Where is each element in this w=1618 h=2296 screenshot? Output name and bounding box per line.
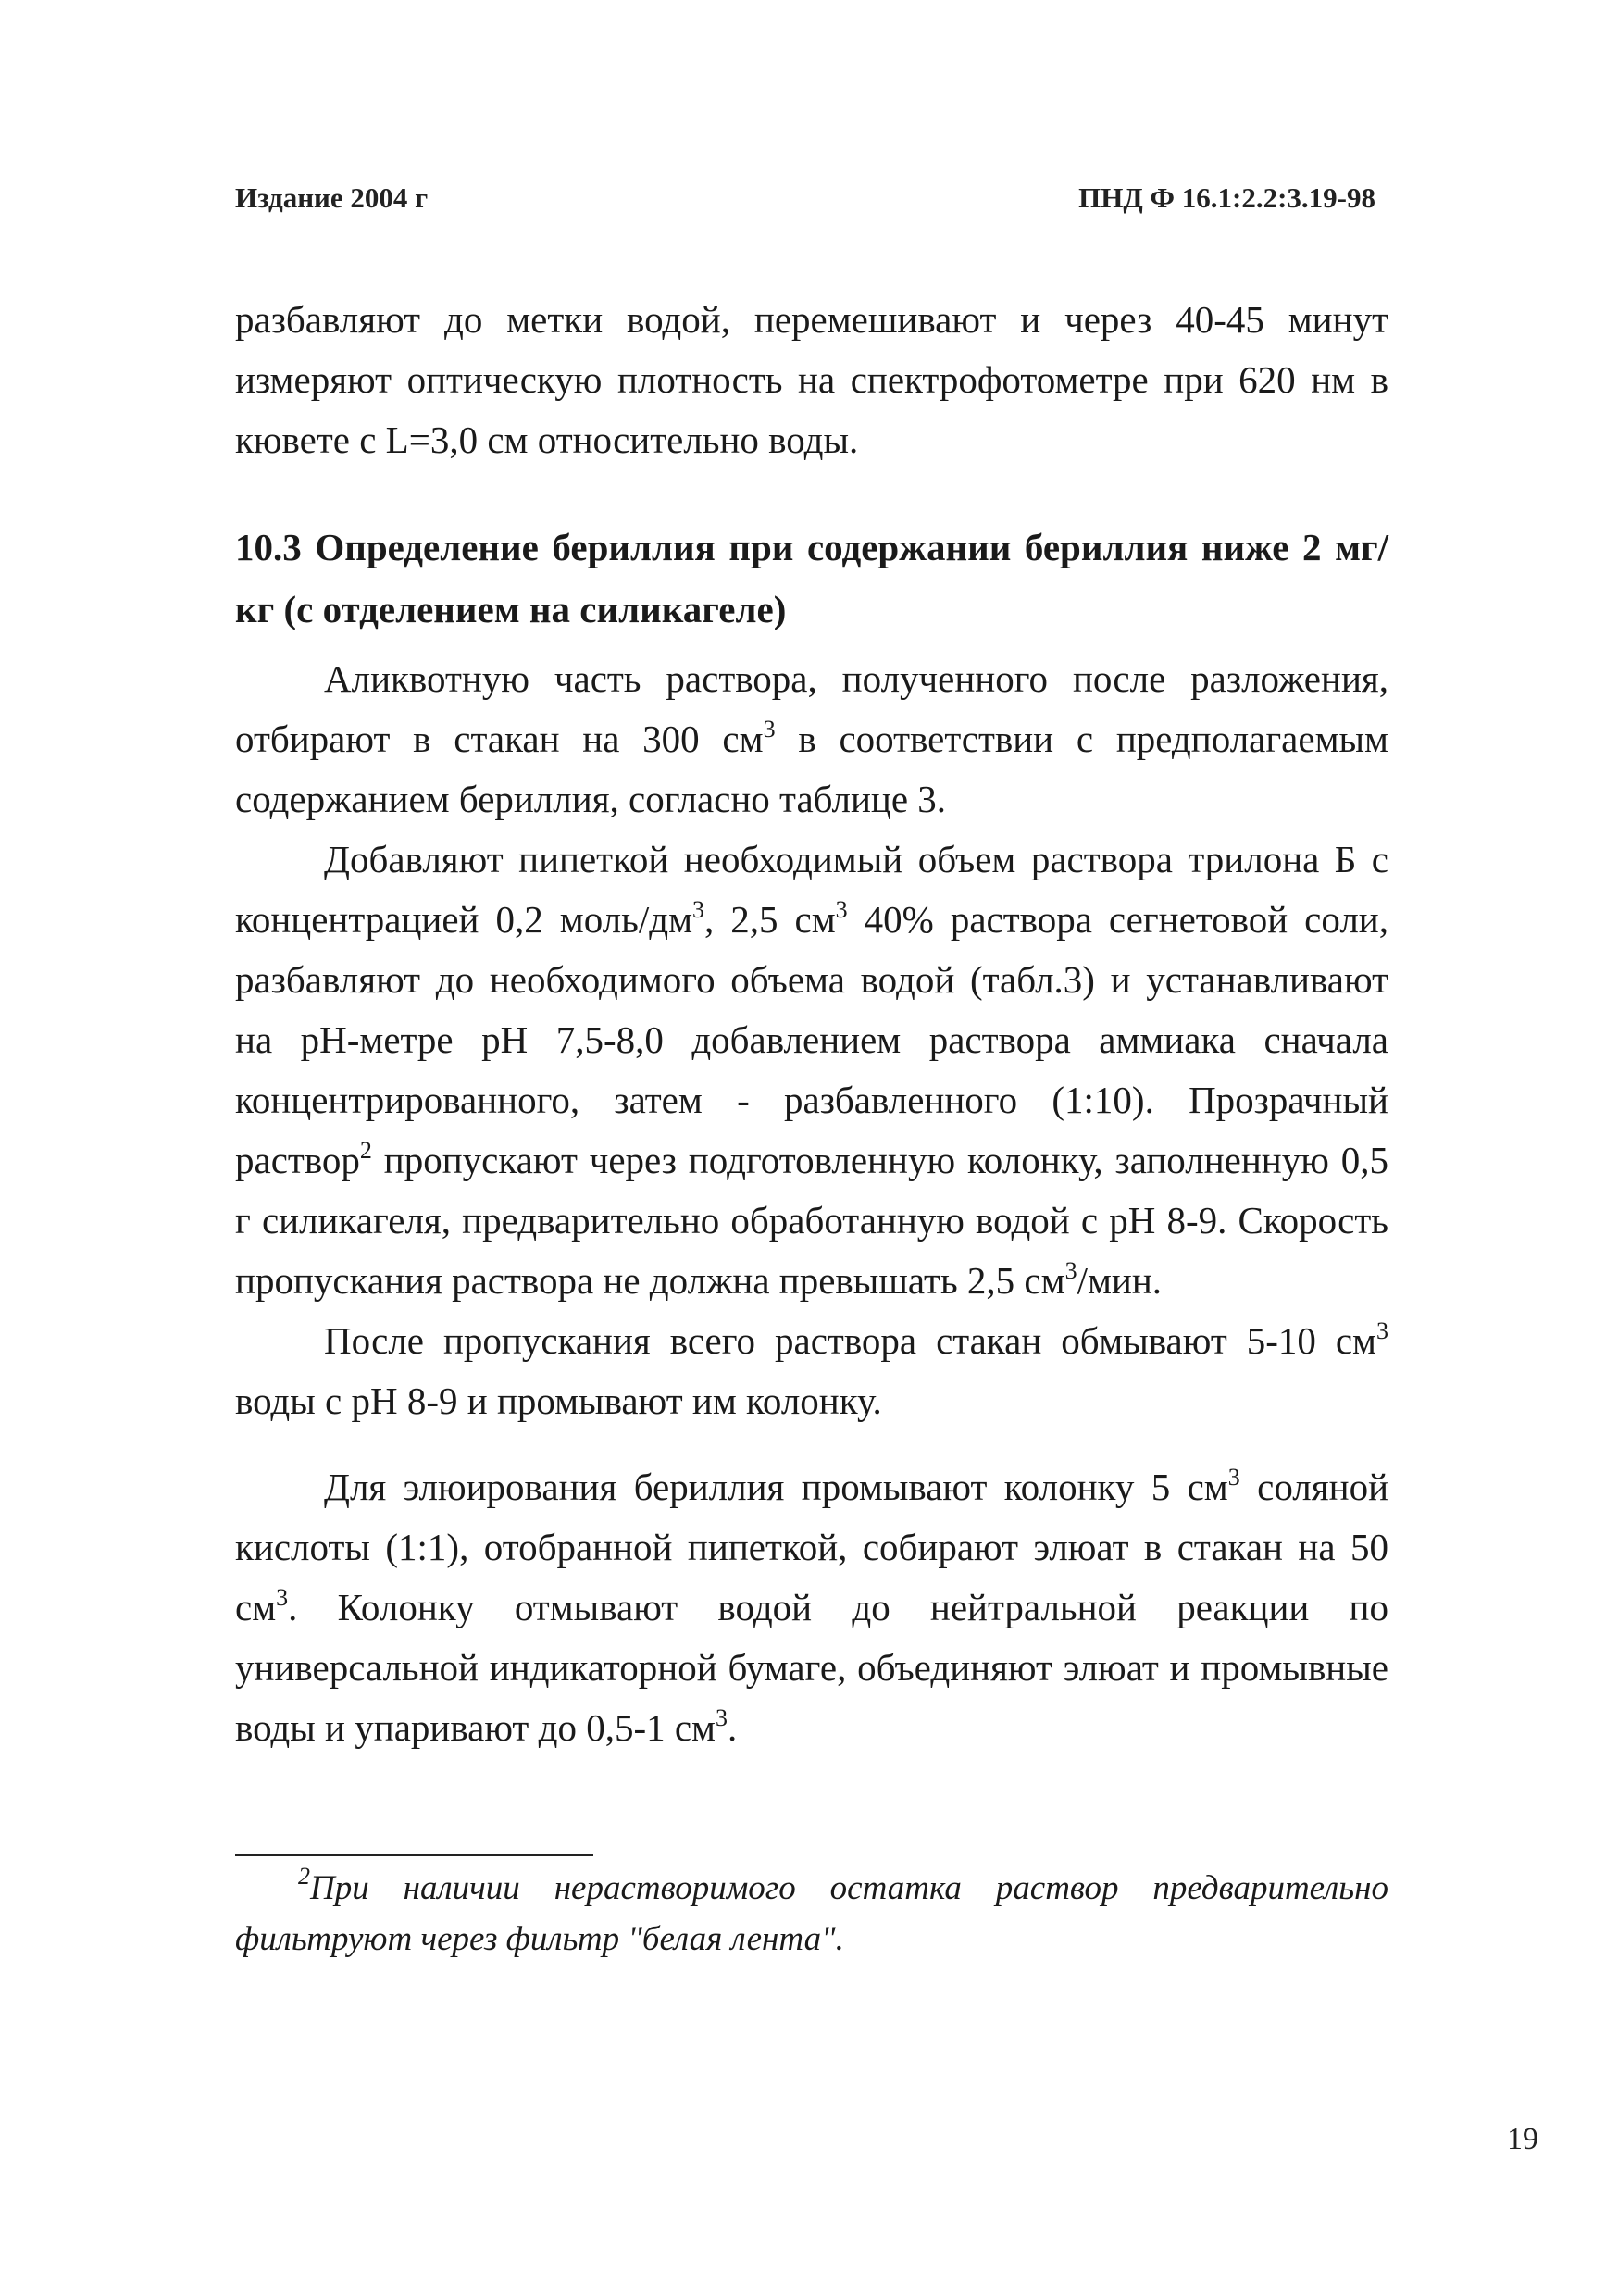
paragraph-rinse [235,1311,1388,1431]
p2-text-b: , 2,5 см [704,898,836,941]
p3-text-a: После пропускания всего раствора стакан обмывают 5-10 см [324,1319,1376,1362]
paragraph-elution [235,1457,1388,1758]
paragraph-trilon [235,830,1388,1311]
p2-sup-4: 3 [1064,1257,1077,1284]
continuation-text: разбавляют до метки водой, перемешивают и через 40-45 минут измеряют оптическую плотность на спектрофотометре при 620 нм в кювете с L=3,0 см относительно воды. [235,298,1388,461]
p4-text-a: Для элюирования бериллия промывают колонку 5 см [324,1466,1228,1508]
p3-sup-1: 3 [1376,1317,1388,1344]
p2-sup-1: 3 [692,896,705,923]
page-number: 19 [1507,2122,1538,2156]
main-body [235,649,1388,1758]
footnote-text: При наличии нерастворимого остатка раствор предварительно фильтруют через фильтр "белая лента". [235,1869,1388,1958]
p4-sup-3: 3 [716,1704,728,1731]
p4-text-b: соляной кислоты (1:1), отобранной пипеткой, собирают элюат в стакан на 50 см [235,1466,1389,1628]
p1-sup-1: 3 [763,716,776,742]
p2-footnote-ref: 2 [359,1137,372,1164]
footnote [235,1863,1388,1965]
p4-sup-2: 3 [276,1584,289,1611]
section-title: Определение бериллия при содержании бериллия ниже 2 мг/кг (с отделением на силикагеле) [235,526,1389,630]
p4-text-d: . [728,1706,738,1749]
p2-sup-2: 3 [835,896,848,923]
footnote-marker: 2 [298,1863,310,1890]
footnote-paragraph [235,1863,1388,1965]
p3-text-b: воды с pH 8-9 и промывают им колонку. [235,1379,882,1422]
continuation-paragraph [235,290,1388,470]
p2-text-d: пропускают через подготовленную колонку, заполненную 0,5 г силикагеля, предварительно обработанную водой с pH 8-9. Скорость пропускания раствора не должна превышать 2,5 см [235,1139,1388,1302]
p2-text-c: 40% раствора сегнетовой соли, разбавляют до необходимого объема водой (табл.3) и устанавливают на pH-метре pH 7,5-8,0 добавлением раствора аммиака сначала концентрированного, затем - разбавленного (1:10). Прозрачный раствор [235,898,1388,1181]
p1-text-a: Аликвотную часть раствора, полученного после разложения, отбирают в стакан на 300 см [235,657,1388,760]
header-edition: Издание 2004 г [235,181,429,214]
p1-text-b: в соответствии с предполагаемым содержанием бериллия, согласно таблице 3. [235,718,1389,820]
paragraph-aliquot [235,649,1388,830]
p2-text-e: /мин. [1077,1259,1163,1302]
p4-text-c: . Колонку отмывают водой до нейтральной реакции по универсальной индикаторной бумаге, объединяют элюат и промывные воды и упаривают до 0,5-1 см [235,1586,1388,1749]
footnote-separator [235,1854,593,1856]
section-heading [235,517,1388,641]
section-number: 10.3 [235,526,302,568]
header-document-code: ПНД Ф 16.1:2.2:3.19-98 [1078,181,1375,214]
p2-text-a: Добавляют пипеткой необходимый объем раствора трилона Б с концентрацией 0,2 моль/дм [235,838,1388,941]
p4-sup-1: 3 [1227,1464,1240,1491]
